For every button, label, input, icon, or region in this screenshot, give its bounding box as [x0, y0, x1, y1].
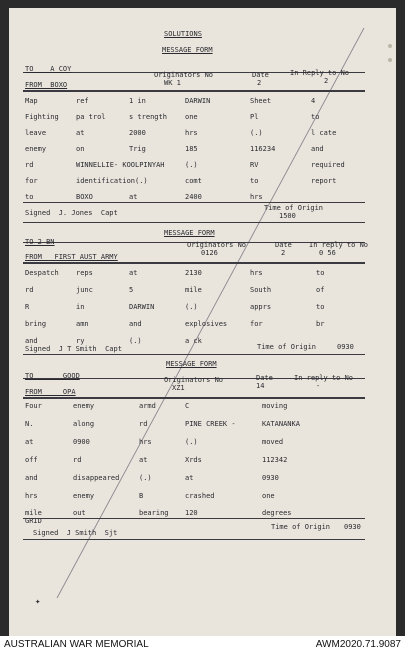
- document-page: [9, 8, 396, 636]
- msg3-originators-label: Originators No: [164, 376, 224, 384]
- msg1-row-cell: Sheet: [250, 97, 272, 105]
- divider: [23, 90, 365, 92]
- msg3-originators-value: XZ1: [172, 384, 185, 392]
- msg2-row-cell: mile: [185, 286, 202, 294]
- msg1-row-cell: hrs: [250, 193, 263, 201]
- msg2-row-cell: a ck: [185, 337, 202, 345]
- msg2-row-cell: apprs: [250, 303, 272, 311]
- msg1-row-cell: enemy: [25, 145, 47, 153]
- msg3-header: MESSAGE FORM: [166, 360, 217, 368]
- msg2-row-cell: Despatch: [25, 269, 59, 277]
- msg1-time-label: Time of Origin: [264, 204, 324, 212]
- msg1-row-cell: Pl: [250, 113, 259, 121]
- msg3-row-cell: 0900: [73, 438, 90, 446]
- msg2-row-cell: at: [129, 269, 138, 277]
- msg3-row-cell: Four: [25, 402, 42, 410]
- document-title: SOLUTIONS: [164, 30, 202, 38]
- msg3-row-cell: armd: [139, 402, 156, 410]
- msg3-row-cell: hrs: [25, 492, 38, 500]
- msg1-row-cell: l cate: [311, 129, 337, 137]
- msg3-time-label: Time of Origin: [271, 523, 331, 531]
- msg3-time-value: 0930: [344, 523, 361, 531]
- msg1-row-cell: pa trol: [76, 113, 106, 121]
- msg1-row-cell: 4: [311, 97, 316, 105]
- msg3-row-cell: C: [185, 402, 190, 410]
- msg2-row-cell: explosives: [185, 320, 228, 328]
- msg3-row-cell: moved: [262, 438, 284, 446]
- msg1-row-cell: DARWIN: [185, 97, 211, 105]
- msg3-row-cell: hrs: [139, 438, 152, 446]
- msg2-to: TO 2 BN: [25, 238, 55, 246]
- msg2-row-cell: to: [316, 303, 325, 311]
- msg2-time-value: 0930: [337, 343, 354, 351]
- msg2-row-cell: for: [250, 320, 263, 328]
- msg2-row-cell: hrs: [250, 269, 263, 277]
- msg3-signed: Signed J Smith Sjt: [33, 529, 118, 537]
- msg2-row-cell: reps: [76, 269, 93, 277]
- msg1-to: TO A COY: [25, 65, 72, 73]
- msg3-row-cell: 0930: [262, 474, 279, 482]
- msg3-row-cell: PINE CREEK -: [185, 420, 236, 428]
- msg1-from: FROM BOXO: [25, 81, 68, 89]
- msg3-grid-label: GRID: [25, 517, 42, 525]
- msg3-reply-label: In reply to No: [294, 374, 354, 382]
- punch-hole-mark: [388, 44, 392, 48]
- punch-hole-mark: [388, 58, 392, 62]
- msg1-row-cell: 116234: [250, 145, 276, 153]
- msg3-row-cell: at: [185, 474, 194, 482]
- msg2-row-cell: junc: [76, 286, 93, 294]
- divider: [23, 539, 365, 540]
- msg3-row-cell: disappeared: [73, 474, 120, 482]
- msg1-row-cell: comt: [185, 177, 202, 185]
- msg2-row-cell: DARWIN: [129, 303, 155, 311]
- msg2-row-cell: (.): [185, 303, 198, 311]
- msg1-reply-label: In Reply to No: [290, 69, 350, 77]
- msg3-row-cell: out: [73, 509, 86, 517]
- divider: [23, 202, 365, 203]
- divider: [23, 222, 365, 223]
- msg3-row-cell: N.: [25, 420, 34, 428]
- msg3-to: TO GOOD: [25, 372, 80, 380]
- msg1-row-cell: report: [311, 177, 337, 185]
- msg2-time-label: Time of Origin: [257, 343, 317, 351]
- msg1-row-cell: RV: [250, 161, 259, 169]
- msg2-row-cell: and: [129, 320, 142, 328]
- msg1-originators-label: Originators No: [154, 71, 214, 79]
- msg3-row-cell: (.): [139, 474, 152, 482]
- msg3-row-cell: Xrds: [185, 456, 202, 464]
- msg2-row-cell: and: [25, 337, 38, 345]
- msg1-row-cell: hrs: [185, 129, 198, 137]
- msg3-row-cell: mile: [25, 509, 42, 517]
- msg2-row-cell: South: [250, 286, 272, 294]
- msg2-header: MESSAGE FORM: [164, 229, 215, 237]
- msg2-row-cell: 2130: [185, 269, 202, 277]
- msg3-row-cell: at: [139, 456, 148, 464]
- msg3-row-cell: 112342: [262, 456, 288, 464]
- divider: [23, 397, 365, 399]
- msg1-date-value: 2: [257, 79, 262, 87]
- msg1-signed: Signed J. Jones Capt: [25, 209, 118, 217]
- msg2-row-cell: ry: [76, 337, 85, 345]
- msg1-row-cell: identification(.): [76, 177, 148, 185]
- msg2-row-cell: (.): [129, 337, 142, 345]
- divider: [23, 518, 365, 519]
- msg3-row-cell: one: [262, 492, 275, 500]
- msg1-date-label: Date: [252, 71, 269, 79]
- divider: [23, 354, 365, 355]
- msg3-row-cell: 120: [185, 509, 198, 517]
- msg3-row-cell: B: [139, 492, 144, 500]
- footer-accession-number: AWM2020.71.9087: [315, 639, 401, 650]
- msg2-row-cell: R: [25, 303, 30, 311]
- msg1-reply-value: 2: [324, 77, 329, 85]
- msg1-row-cell: one: [185, 113, 198, 121]
- msg2-date-value: 2: [281, 249, 286, 257]
- msg1-row-cell: Trig: [129, 145, 146, 153]
- msg2-row-cell: rd: [25, 286, 34, 294]
- msg1-originators-value: WK 1: [164, 79, 181, 87]
- msg1-row-cell: on: [76, 145, 85, 153]
- msg1-row-cell: Fighting: [25, 113, 59, 121]
- msg2-row-cell: br: [316, 320, 325, 328]
- msg3-row-cell: KATANANKA: [262, 420, 300, 428]
- msg3-row-cell: enemy: [73, 402, 95, 410]
- msg3-date-value: 14: [256, 382, 265, 390]
- msg2-row-cell: amn: [76, 320, 89, 328]
- msg1-row-cell: rd: [25, 161, 34, 169]
- msg1-row-cell: Map: [25, 97, 38, 105]
- msg1-row-cell: to: [25, 193, 34, 201]
- msg3-row-cell: degrees: [262, 509, 292, 517]
- divider: [23, 262, 365, 264]
- msg3-date-label: Date: [256, 374, 273, 382]
- msg2-reply-value: 0 56: [319, 249, 336, 257]
- msg1-row-cell: and: [311, 145, 324, 153]
- msg2-reply-label: In reply to No: [309, 241, 369, 249]
- msg1-row-cell: ref: [76, 97, 89, 105]
- msg3-row-cell: crashed: [185, 492, 215, 500]
- msg2-row-cell: to: [316, 269, 325, 277]
- msg3-row-cell: moving: [262, 402, 288, 410]
- msg2-from: FROM FIRST AUST ARMY: [25, 253, 118, 261]
- msg3-row-cell: rd: [139, 420, 148, 428]
- msg1-row-cell: (.): [185, 161, 198, 169]
- ink-mark: ✦: [35, 597, 41, 607]
- msg1-row-cell: 2400: [185, 193, 202, 201]
- msg3-row-cell: off: [25, 456, 38, 464]
- msg3-row-cell: and: [25, 474, 38, 482]
- msg1-row-cell: to: [250, 177, 259, 185]
- msg3-reply-value: -: [316, 382, 321, 390]
- msg1-row-cell: to: [311, 113, 320, 121]
- msg1-row-cell: at: [129, 193, 138, 201]
- msg1-row-cell: 2000: [129, 129, 146, 137]
- msg3-row-cell: at: [25, 438, 34, 446]
- msg3-row-cell: bearing: [139, 509, 169, 517]
- msg3-row-cell: (.): [185, 438, 198, 446]
- msg1-row-cell: BOXO: [76, 193, 93, 201]
- msg1-row-cell: s trength: [129, 113, 167, 121]
- msg1-row-cell: leave: [25, 129, 47, 137]
- message-form-header: MESSAGE FORM: [162, 46, 213, 54]
- msg3-row-cell: enemy: [73, 492, 95, 500]
- msg2-originators-value: 0126: [201, 249, 218, 257]
- msg3-row-cell: rd: [73, 456, 82, 464]
- msg1-row-cell: WINNELLIE- KOOLPINYAH: [76, 161, 165, 169]
- msg2-row-cell: bring: [25, 320, 47, 328]
- msg2-row-cell: of: [316, 286, 325, 294]
- msg1-row-cell: (.): [250, 129, 263, 137]
- msg1-row-cell: for: [25, 177, 38, 185]
- msg3-from: FROM OPA: [25, 388, 76, 396]
- msg2-signed: Signed J T Smith Capt: [25, 345, 122, 353]
- msg1-time-value: 1500: [279, 212, 296, 220]
- msg1-row-cell: 185: [185, 145, 198, 153]
- msg3-row-cell: along: [73, 420, 95, 428]
- msg2-date-label: Date: [275, 241, 292, 249]
- msg1-row-cell: at: [76, 129, 85, 137]
- msg1-row-cell: required: [311, 161, 345, 169]
- msg2-row-cell: 5: [129, 286, 134, 294]
- msg2-originators-label: Originators No: [187, 241, 247, 249]
- archive-footer: [0, 636, 405, 653]
- msg1-row-cell: 1 in: [129, 97, 146, 105]
- footer-institution: AUSTRALIAN WAR MEMORIAL: [4, 639, 149, 650]
- msg2-row-cell: in: [76, 303, 85, 311]
